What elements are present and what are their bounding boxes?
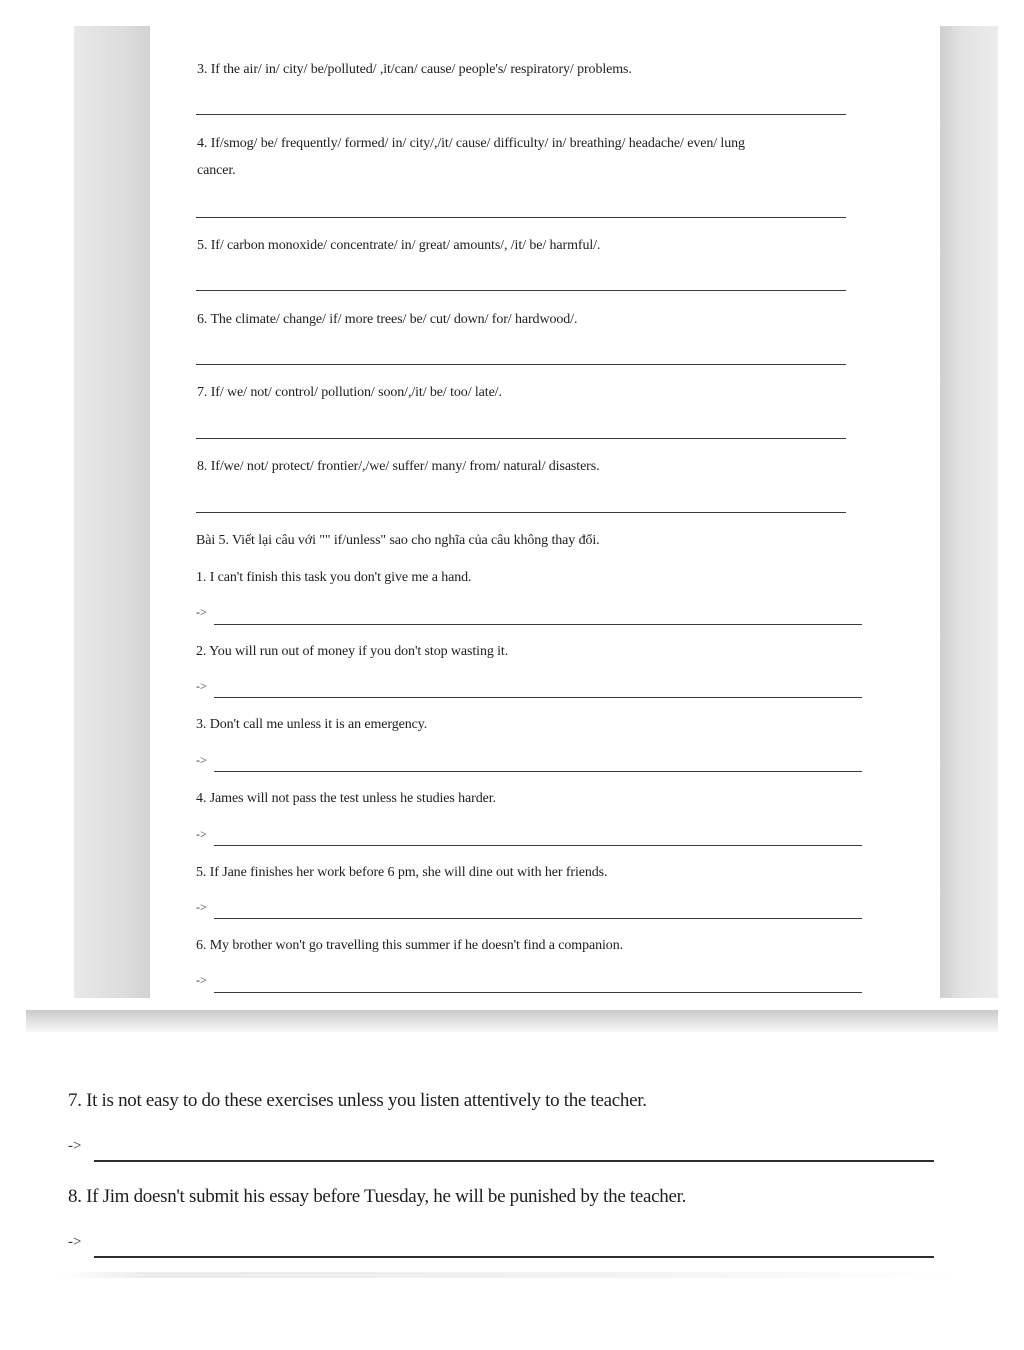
page-separator <box>26 1010 998 1032</box>
exercise-item-6: 6. The climate/ change/ if/ more trees/ be/ cut/ down/ for/ hardwood/. <box>197 312 578 327</box>
rewrite-answer-line-5[interactable] <box>214 918 862 919</box>
exercise-item-8: 8. If/we/ not/ protect/ frontier/,/we/ suffer/ many/ from/ natural/ disasters. <box>197 459 600 474</box>
answer-arrow: -> <box>196 753 207 767</box>
answer-line-7[interactable] <box>196 438 846 439</box>
rewrite-answer-line-1[interactable] <box>214 624 862 625</box>
answer-line-6[interactable] <box>196 364 846 365</box>
rewrite-answer-line-7[interactable] <box>94 1160 934 1162</box>
answer-arrow: -> <box>196 679 207 693</box>
answer-arrow: -> <box>196 605 207 619</box>
answer-line-3[interactable] <box>196 114 846 115</box>
rewrite-answer-line-8[interactable] <box>94 1256 934 1258</box>
scan-edge-residue <box>60 1272 960 1278</box>
rewrite-answer-line-2[interactable] <box>214 697 862 698</box>
rewrite-item-1: 1. I can't finish this task you don't give me a hand. <box>196 570 472 585</box>
exercise-item-4: 4. If/smog/ be/ frequently/ formed/ in/ city/,/it/ cause/ difficulty/ in/ breathing/ headache/ even/ lung <box>197 136 745 151</box>
page-shadow-right <box>940 26 998 998</box>
exercise-item-3: 3. If the air/ in/ city/ be/polluted/ ,it/can/ cause/ people's/ respiratory/ problems. <box>197 62 632 77</box>
exercise-item-4-continued: cancer. <box>197 163 236 178</box>
rewrite-item-8: 8. If Jim doesn't submit his essay before Tuesday, he will be punished by the teacher. <box>68 1186 687 1207</box>
answer-arrow: -> <box>196 827 207 841</box>
answer-arrow: -> <box>68 1234 82 1250</box>
rewrite-item-7: 7. It is not easy to do these exercises unless you listen attentively to the teacher. <box>68 1090 647 1111</box>
rewrite-item-4: 4. James will not pass the test unless he studies harder. <box>196 791 496 806</box>
exercise-heading: Bài 5. Viết lại câu với "" if/unless" sao cho nghĩa của câu không thay đổi. <box>196 533 600 548</box>
rewrite-item-2: 2. You will run out of money if you don't stop wasting it. <box>196 644 509 659</box>
answer-line-4[interactable] <box>196 217 846 218</box>
rewrite-answer-line-3[interactable] <box>214 771 862 772</box>
answer-arrow: -> <box>68 1138 82 1154</box>
answer-line-5[interactable] <box>196 290 846 291</box>
exercise-item-7: 7. If/ we/ not/ control/ pollution/ soon/,/it/ be/ too/ late/. <box>197 385 502 400</box>
page-shadow-left <box>74 26 150 998</box>
rewrite-answer-line-4[interactable] <box>214 845 862 846</box>
rewrite-answer-line-6[interactable] <box>214 992 862 993</box>
answer-arrow: -> <box>196 973 207 987</box>
rewrite-item-3: 3. Don't call me unless it is an emergency. <box>196 717 428 732</box>
rewrite-item-6: 6. My brother won't go travelling this summer if he doesn't find a companion. <box>196 938 623 953</box>
exercise-item-5: 5. If/ carbon monoxide/ concentrate/ in/ great/ amounts/, /it/ be/ harmful/. <box>197 238 601 253</box>
worksheet-page-bottom <box>26 1032 998 1282</box>
answer-arrow: -> <box>196 900 207 914</box>
answer-line-8[interactable] <box>196 512 846 513</box>
rewrite-item-5: 5. If Jane finishes her work before 6 pm, she will dine out with her friends. <box>196 865 608 880</box>
